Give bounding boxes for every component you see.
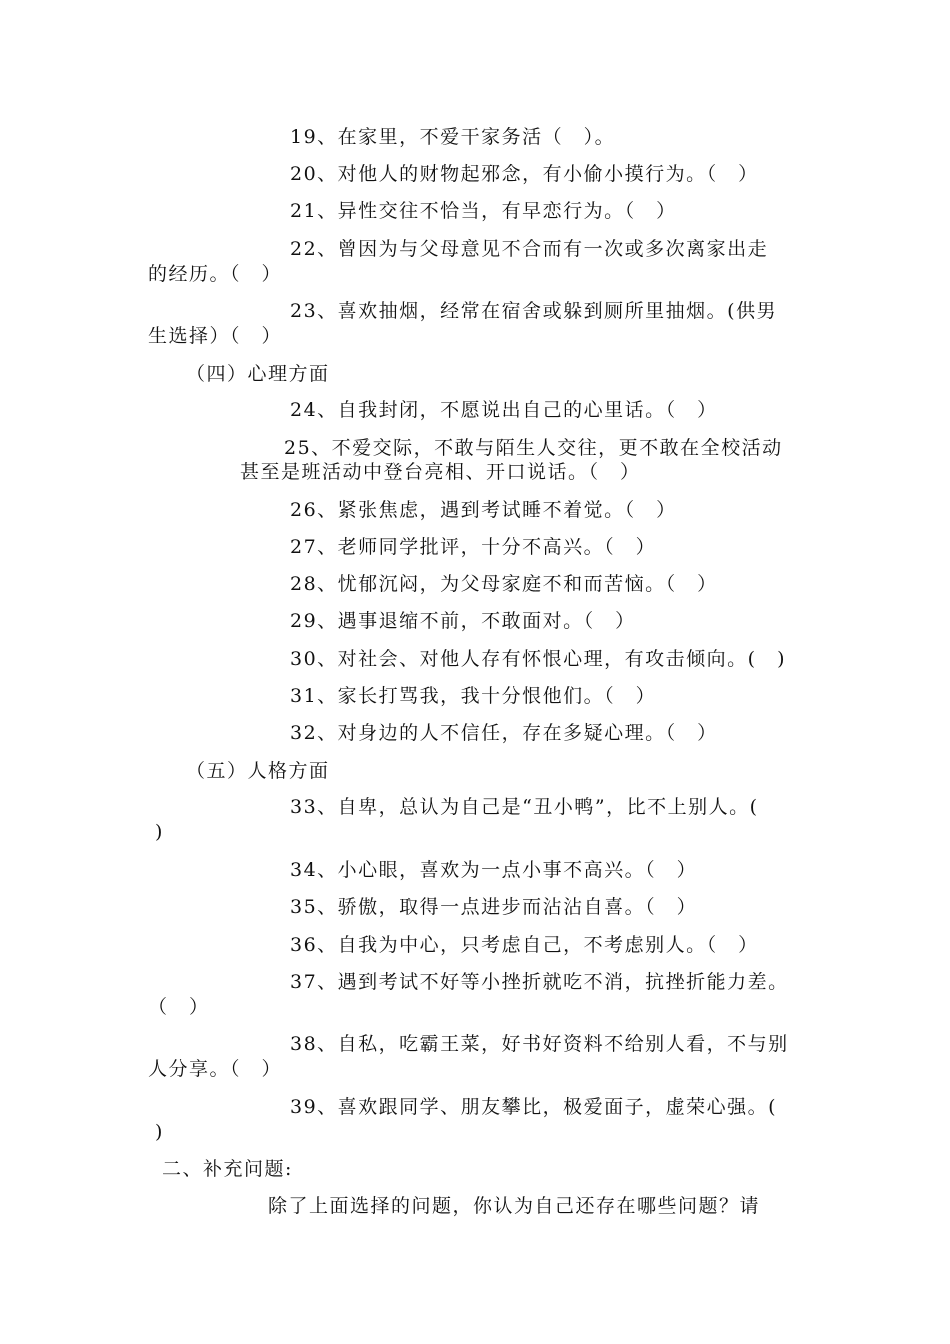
question-37-line2: （ ） <box>148 996 210 1018</box>
question-32: 32、对身边的人不信任，存在多疑心理。（ ） <box>290 722 718 744</box>
question-31: 31、家长打骂我，我十分恨他们。（ ） <box>290 685 657 707</box>
question-29: 29、遇事退缩不前，不敢面对。（ ） <box>290 610 636 632</box>
question-20: 20、对他人的财物起邪念，有小偷小摸行为。（ ） <box>290 163 759 185</box>
question-28: 28、忧郁沉闷，为父母家庭不和而苦恼。（ ） <box>290 573 718 595</box>
section-heading-psychology: （四）心理方面 <box>186 363 330 385</box>
question-22-line1: 22、曾因为与父母意见不合而有一次或多次离家出走 <box>290 238 769 260</box>
question-33-line1: 33、自卑，总认为自己是“丑小鸭”，比不上别人。( <box>290 796 759 818</box>
question-25-line2: 甚至是班活动中登台亮相、开口说话。（ ） <box>240 461 641 483</box>
question-35: 35、骄傲，取得一点进步而沾沾自喜。（ ） <box>290 896 698 918</box>
question-33-line2: ) <box>155 821 164 843</box>
question-38-line1: 38、自私，吃霸王菜，好书好资料不给别人看，不与别 <box>290 1033 789 1055</box>
question-19: 19、在家里，不爱干家务活（ ）。 <box>290 126 616 148</box>
question-37-line1: 37、遇到考试不好等小挫折就吃不消，抗挫折能力差。 <box>290 971 789 993</box>
question-27: 27、老师同学批评，十分不高兴。（ ） <box>290 536 657 558</box>
question-39-line1: 39、喜欢跟同学、朋友攀比，极爱面子，虚荣心强。( <box>290 1096 778 1118</box>
question-25-line1: 25、不爱交际，不敢与陌生人交往，更不敢在全校活动 <box>284 437 783 459</box>
question-23-line2: 生选择）（ ） <box>148 325 283 347</box>
question-34: 34、小心眼，喜欢为一点小事不高兴。（ ） <box>290 859 698 881</box>
question-38-line2: 人分享。（ ） <box>148 1058 283 1080</box>
section-heading-personality: （五）人格方面 <box>186 760 330 782</box>
part-two-paragraph: 除了上面选择的问题，你认为自己还存在哪些问题？请 <box>268 1195 761 1217</box>
question-22-line2: 的经历。（ ） <box>148 263 283 285</box>
question-23-line1: 23、喜欢抽烟，经常在宿舍或躲到厕所里抽烟。(供男 <box>290 300 778 322</box>
question-36: 36、自我为中心，只考虑自己，不考虑别人。（ ） <box>290 934 759 956</box>
question-24: 24、自我封闭，不愿说出自己的心里话。（ ） <box>290 399 718 421</box>
question-21: 21、异性交往不恰当，有早恋行为。（ ） <box>290 200 677 222</box>
question-39-line2: ) <box>155 1121 164 1143</box>
part-two-heading: 二、补充问题: <box>162 1158 293 1180</box>
question-30: 30、对社会、对他人存有怀恨心理，有攻击倾向。( ) <box>290 648 787 670</box>
question-26: 26、紧张焦虑，遇到考试睡不着觉。（ ） <box>290 499 677 521</box>
